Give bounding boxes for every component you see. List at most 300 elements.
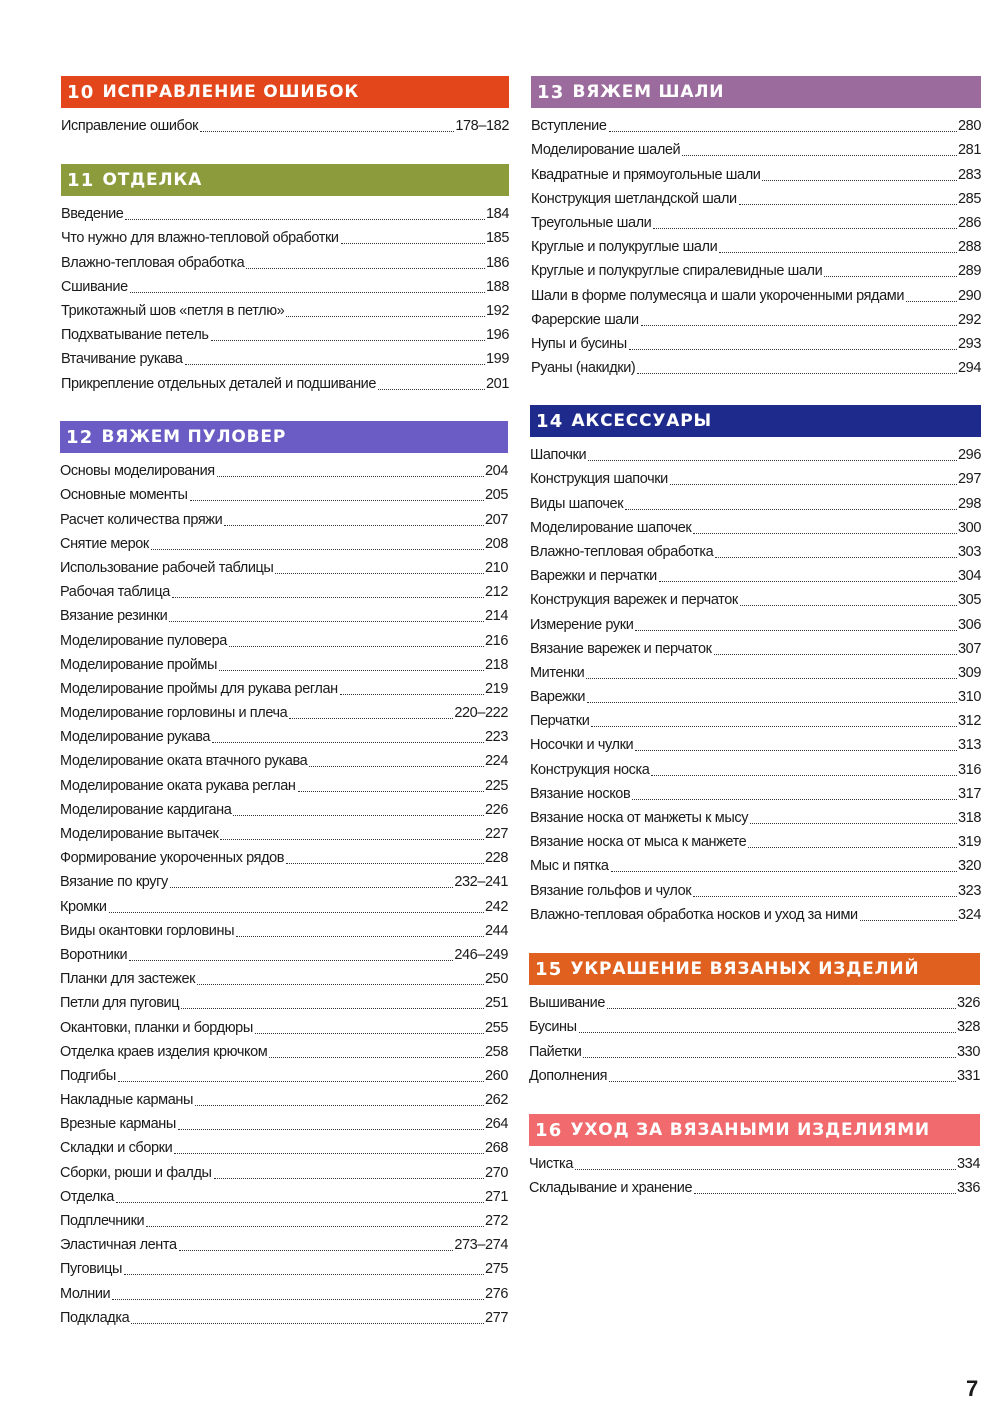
dot-leader [130,292,485,293]
dot-leader [586,678,957,679]
toc-entry[interactable] [531,308,981,332]
dot-leader [200,131,454,132]
entry-page: 277 [485,1309,508,1326]
section-title: ВЯЖЕМ ПУЛОВЕР [101,427,287,447]
toc-entry[interactable] [531,356,981,380]
entry-page: 258 [485,1043,508,1060]
section-header [529,1114,980,1146]
entry-page: 208 [485,535,508,552]
dot-leader [124,1274,484,1275]
toc-entry[interactable] [60,1306,508,1330]
toc-entry[interactable] [60,677,508,701]
entry-title: Основы моделирования [60,463,215,480]
section-header [531,76,981,108]
toc-entry[interactable] [60,943,508,967]
entry-page: 210 [485,559,508,576]
dot-leader [172,597,484,598]
toc-entry[interactable] [530,757,981,781]
toc-entry[interactable] [530,661,981,685]
entry-page: 290 [958,287,981,304]
toc-entry[interactable] [60,628,508,652]
dot-leader [233,815,484,816]
section-number: 11 [67,169,95,191]
toc-entry[interactable] [530,588,981,612]
dot-leader [588,460,957,461]
entry-title: Круглые и полукруглые шали [531,239,718,256]
entry-page: 205 [485,487,508,504]
toc-entry[interactable] [530,564,981,588]
toc-entry[interactable] [60,749,508,773]
dot-leader [174,1153,484,1154]
toc-entry[interactable] [60,1088,508,1112]
entry-title: Перчатки [530,713,590,730]
dot-leader [714,654,957,655]
toc-entry[interactable] [529,1176,980,1200]
dot-leader [635,750,957,751]
section-title: ОТДЕЛКА [102,170,203,190]
dot-leader [637,373,957,374]
dot-leader [170,887,453,888]
toc-entry[interactable] [60,1233,508,1257]
entry-page: 305 [958,592,981,609]
entry-title: Подкладка [60,1309,130,1326]
toc-entry[interactable] [60,556,508,580]
toc-entry[interactable] [530,612,981,636]
entry-title: Бусины [529,1019,577,1036]
entry-title: Снятие мерок [60,535,149,552]
section-12 [60,421,508,1330]
dot-leader [715,557,957,558]
dot-leader [309,766,484,767]
dot-leader [151,549,484,550]
entry-title: Влажно-тепловая обработка [61,254,245,271]
entry-title: Вязание варежек и перчаток [530,640,712,657]
toc-entry[interactable] [529,1152,980,1176]
toc-entry[interactable] [530,467,981,491]
entry-page: 317 [958,785,981,802]
section-14 [530,405,981,927]
entry-title: Использование рабочей таблицы [60,559,274,576]
entry-page: 232–241 [454,874,508,891]
entry-page: 228 [485,850,508,867]
toc-entry[interactable] [60,846,508,870]
entry-title: Моделирование оката рукава реглан [60,777,296,794]
entry-page: 207 [485,511,508,528]
dot-leader [579,1032,956,1033]
entry-title: Подхватывание петель [61,327,209,344]
dot-leader [591,726,957,727]
dot-leader [860,920,957,921]
toc-entry[interactable] [61,323,509,347]
entry-page: 192 [486,302,509,319]
dot-leader [217,476,484,477]
toc-entry[interactable] [530,903,981,927]
entry-title: Круглые и полукруглые спиралевидные шали [531,263,823,280]
entry-title: Шали в форме полумесяца и шали укороченными рядами [531,287,905,304]
toc-entry[interactable] [60,967,508,991]
entry-page: 260 [485,1067,508,1084]
entry-page: 292 [958,311,981,328]
entry-page: 255 [485,1019,508,1036]
dot-leader [212,742,484,743]
entry-title: Петли для пуговиц [60,995,180,1012]
entry-page: 216 [485,632,508,649]
entry-page: 218 [485,656,508,673]
section-title: АКСЕССУАРЫ [571,411,712,431]
toc-entry[interactable] [60,1064,508,1088]
entry-page: 204 [485,463,508,480]
entry-page: 286 [958,214,981,231]
dot-leader [653,228,957,229]
entry-page: 331 [957,1067,980,1084]
toc-entry[interactable] [60,991,508,1015]
dot-leader [659,581,957,582]
entry-page: 309 [958,664,981,681]
toc-entry[interactable] [60,1136,508,1160]
dot-leader [694,1193,956,1194]
entry-title: Молнии [60,1285,111,1302]
dot-leader [719,252,957,253]
entry-title: Формирование укороченных рядов [60,850,285,867]
entry-page: 224 [485,753,508,770]
toc-entry[interactable] [531,114,981,138]
entry-title: Складки и сборки [60,1140,173,1157]
entry-title: Кромки [60,898,107,915]
entry-page: 185 [486,230,509,247]
entry-page: 294 [958,360,981,377]
toc-entry[interactable] [530,878,981,902]
entry-title: Трикотажный шов «петля в петлю» [61,302,285,319]
entry-title: Что нужно для влажно-тепловой обработки [61,230,339,247]
entry-title: Введение [61,206,124,223]
section-title: ВЯЖЕМ ШАЛИ [572,82,725,102]
dot-leader [748,847,957,848]
dot-leader [583,1057,956,1058]
entry-title: Отделка краев изделия крючком [60,1043,268,1060]
toc-entry[interactable] [61,347,509,371]
toc-entry[interactable] [530,516,981,540]
toc-entry[interactable] [60,1015,508,1039]
toc-entry[interactable] [531,283,981,307]
toc-entry[interactable] [531,235,981,259]
entry-page: 199 [486,351,509,368]
toc-entry[interactable] [61,371,509,395]
entry-page: 310 [958,689,981,706]
toc-entry[interactable] [531,162,981,186]
entry-page: 324 [958,906,981,923]
entry-title: Подгибы [60,1067,116,1084]
dot-leader [181,1008,484,1009]
dot-leader [682,155,957,156]
toc-entry[interactable] [529,1064,980,1088]
toc-entry[interactable] [531,211,981,235]
entry-page: 285 [958,190,981,207]
dot-leader [670,484,957,485]
toc-entry[interactable] [60,459,508,483]
entry-page: 288 [958,239,981,256]
entry-title: Исправление ошибок [61,118,199,135]
entry-title: Сшивание [61,278,128,295]
toc-list [529,991,980,1088]
toc-entry[interactable] [60,1185,508,1209]
entry-page: 220–222 [454,705,508,722]
entry-page: 223 [485,729,508,746]
toc-entry[interactable] [531,138,981,162]
toc-entry[interactable] [529,1015,980,1039]
entry-title: Мыс и пятка [530,858,609,875]
toc-entry[interactable] [530,830,981,854]
entry-title: Влажно-тепловая обработка носков и уход за ними [530,906,858,923]
dot-leader [269,1057,484,1058]
entry-title: Варежки и перчатки [530,568,657,585]
toc-entry[interactable] [60,653,508,677]
page-number: 7 [966,1376,979,1401]
toc-entry[interactable] [60,1112,508,1136]
entry-title: Вязание носка от манжеты к мысу [530,810,749,826]
entry-title: Чистка [529,1156,573,1173]
entry-title: Конструкция варежек и перчаток [530,592,738,609]
toc-entry[interactable] [60,1160,508,1184]
entry-title: Вышивание [529,995,606,1012]
entry-page: 271 [485,1188,508,1205]
dot-leader [625,509,957,510]
toc-entry[interactable] [531,187,981,211]
entry-page: 270 [485,1164,508,1181]
section-11 [61,164,509,396]
entry-page: 289 [958,263,981,280]
entry-title: Влажно-тепловая обработка [530,543,714,560]
entry-page: 275 [485,1261,508,1278]
toc-entry[interactable] [531,332,981,356]
entry-page: 319 [958,834,981,851]
section-16 [529,1114,980,1200]
entry-title: Дополнения [529,1067,608,1084]
dot-leader [641,325,957,326]
entry-page: 196 [486,327,509,344]
dot-leader [378,389,485,390]
toc-entry[interactable] [61,114,509,138]
dot-leader [635,630,957,631]
toc-entry[interactable] [60,1281,508,1305]
toc-entry[interactable] [530,806,981,830]
toc-entry[interactable] [60,1257,508,1281]
dot-leader [195,1105,484,1106]
entry-page: 184 [486,206,509,223]
dot-leader [906,301,957,302]
section-title: ИСПРАВЛЕНИЕ ОШИБОК [102,82,360,102]
entry-page: 227 [485,826,508,842]
dot-leader [169,621,484,622]
entry-title: Моделирование горловины и плеча [60,705,288,722]
entry-title: Виды шапочек [530,495,624,512]
toc-entry[interactable] [60,725,508,749]
toc-entry[interactable] [60,483,508,507]
entry-page: 303 [958,543,981,560]
dot-leader [255,1033,484,1034]
section-number: 10 [67,81,95,103]
dot-leader [693,896,957,897]
toc-entry[interactable] [529,1039,980,1063]
toc-entry[interactable] [530,637,981,661]
entry-page: 244 [485,922,508,939]
entry-page: 334 [957,1156,980,1173]
dot-leader [609,1081,956,1082]
entry-title: Моделирование пуловера [60,632,227,649]
toc-entry[interactable] [60,798,508,822]
entry-page: 225 [485,777,508,794]
entry-title: Вязание по кругу [60,874,168,891]
entry-page: 296 [958,447,981,464]
toc-entry[interactable] [531,259,981,283]
dot-leader [112,1299,484,1300]
entry-title: Фарерские шали [531,311,639,328]
toc-entry[interactable] [60,773,508,797]
entry-page: 316 [958,761,981,778]
dot-leader [229,646,484,647]
entry-title: Эластичная лента [60,1237,177,1254]
toc-entry[interactable] [61,250,509,274]
toc-entry[interactable] [60,1040,508,1064]
entry-page: 323 [958,882,981,899]
entry-page: 298 [958,495,981,512]
entry-page: 283 [958,166,981,183]
dot-leader [219,670,484,671]
dot-leader [651,775,957,776]
section-header [530,405,981,437]
dot-leader [575,1169,956,1170]
entry-page: 304 [958,568,981,585]
toc-entry[interactable] [60,919,508,943]
dot-leader [824,276,957,277]
dot-leader [109,912,484,913]
dot-leader [146,1226,484,1227]
dot-leader [211,340,485,341]
entry-title: Вязание гольфов и чулок [530,882,692,899]
section-15 [529,953,980,1088]
entry-title: Складывание и хранение [529,1180,693,1197]
dot-leader [289,718,453,719]
entry-title: Моделирование рукава [60,729,211,746]
dot-leader [740,605,957,606]
entry-page: 214 [485,608,508,625]
toc-list [61,202,509,396]
toc-entry[interactable] [530,685,981,709]
section-number: 13 [537,81,565,103]
toc-entry[interactable] [60,1209,508,1233]
toc-list [61,114,509,138]
entry-title: Рабочая таблица [60,584,170,601]
entry-page: 246–249 [454,946,508,963]
toc-entry[interactable] [61,299,509,323]
entry-title: Вязание носков [530,785,631,802]
entry-page: 313 [958,737,981,754]
entry-title: Сборки, рюши и фалды [60,1164,212,1181]
toc-list [530,443,981,927]
entry-page: 280 [958,118,981,135]
dot-leader [220,839,484,840]
entry-title: Пуговицы [60,1261,123,1278]
entry-title: Окантовки, планки и бордюры [60,1019,253,1036]
toc-entry[interactable] [530,443,981,467]
toc-entry[interactable] [60,580,508,604]
toc-entry[interactable] [530,782,981,806]
dot-leader [609,131,957,132]
toc-entry[interactable] [529,991,980,1015]
entry-page: 268 [485,1140,508,1157]
entry-page: 297 [958,471,981,488]
toc-list [529,1152,980,1200]
toc-entry[interactable] [530,491,981,515]
section-number: 16 [535,1119,563,1141]
dot-leader [739,204,957,205]
entry-title: Моделирование кардигана [60,801,232,818]
entry-page: 307 [958,640,981,657]
entry-page: 226 [485,801,508,818]
dot-leader [178,1129,484,1130]
dot-leader [750,823,957,824]
entry-title: Вязание носка от мыса к манжете [530,834,747,851]
dot-leader [190,500,484,501]
toc-entry[interactable] [60,532,508,556]
entry-page: 264 [485,1116,508,1133]
entry-title: Моделирование шалей [531,142,681,159]
section-number: 14 [536,410,564,432]
dot-leader [129,960,453,961]
dot-leader [125,219,485,220]
toc-entry[interactable] [60,870,508,894]
toc-entry[interactable] [60,822,508,846]
toc-entry[interactable] [61,226,509,250]
dot-leader [131,1323,484,1324]
toc-entry[interactable] [60,507,508,531]
entry-title: Моделирование проймы [60,656,217,673]
toc-entry[interactable] [530,854,981,878]
toc-entry[interactable] [60,604,508,628]
entry-title: Моделирование оката втачного рукава [60,753,308,770]
dot-leader [298,791,484,792]
entry-title: Основные моменты [60,487,188,504]
section-number: 12 [66,426,94,448]
dot-leader [611,871,957,872]
entry-title: Моделирование шапочек [530,519,692,536]
entry-title: Конструкция шапочки [530,471,668,488]
entry-page: 312 [958,713,981,730]
entry-page: 273–274 [454,1237,508,1254]
toc-entry[interactable] [60,894,508,918]
entry-page: 318 [958,810,981,826]
entry-page: 251 [485,995,508,1012]
toc-entry[interactable] [61,275,509,299]
dot-leader [693,533,957,534]
entry-page: 306 [958,616,981,633]
toc-entry[interactable] [530,709,981,733]
entry-title: Треугольные шали [531,214,652,231]
section-header [60,421,508,453]
entry-title: Конструкция шетландской шали [531,190,737,207]
dot-leader [179,1250,454,1251]
toc-entry[interactable] [530,733,981,757]
entry-title: Расчет количества пряжи [60,511,223,528]
entry-page: 336 [957,1180,980,1197]
entry-page: 276 [485,1285,508,1302]
toc-entry[interactable] [60,701,508,725]
entry-page: 281 [958,142,981,159]
section-header [529,953,980,985]
toc-entry[interactable] [61,202,509,226]
entry-title: Пайетки [529,1043,582,1060]
section-13 [531,76,981,380]
toc-entry[interactable] [530,540,981,564]
